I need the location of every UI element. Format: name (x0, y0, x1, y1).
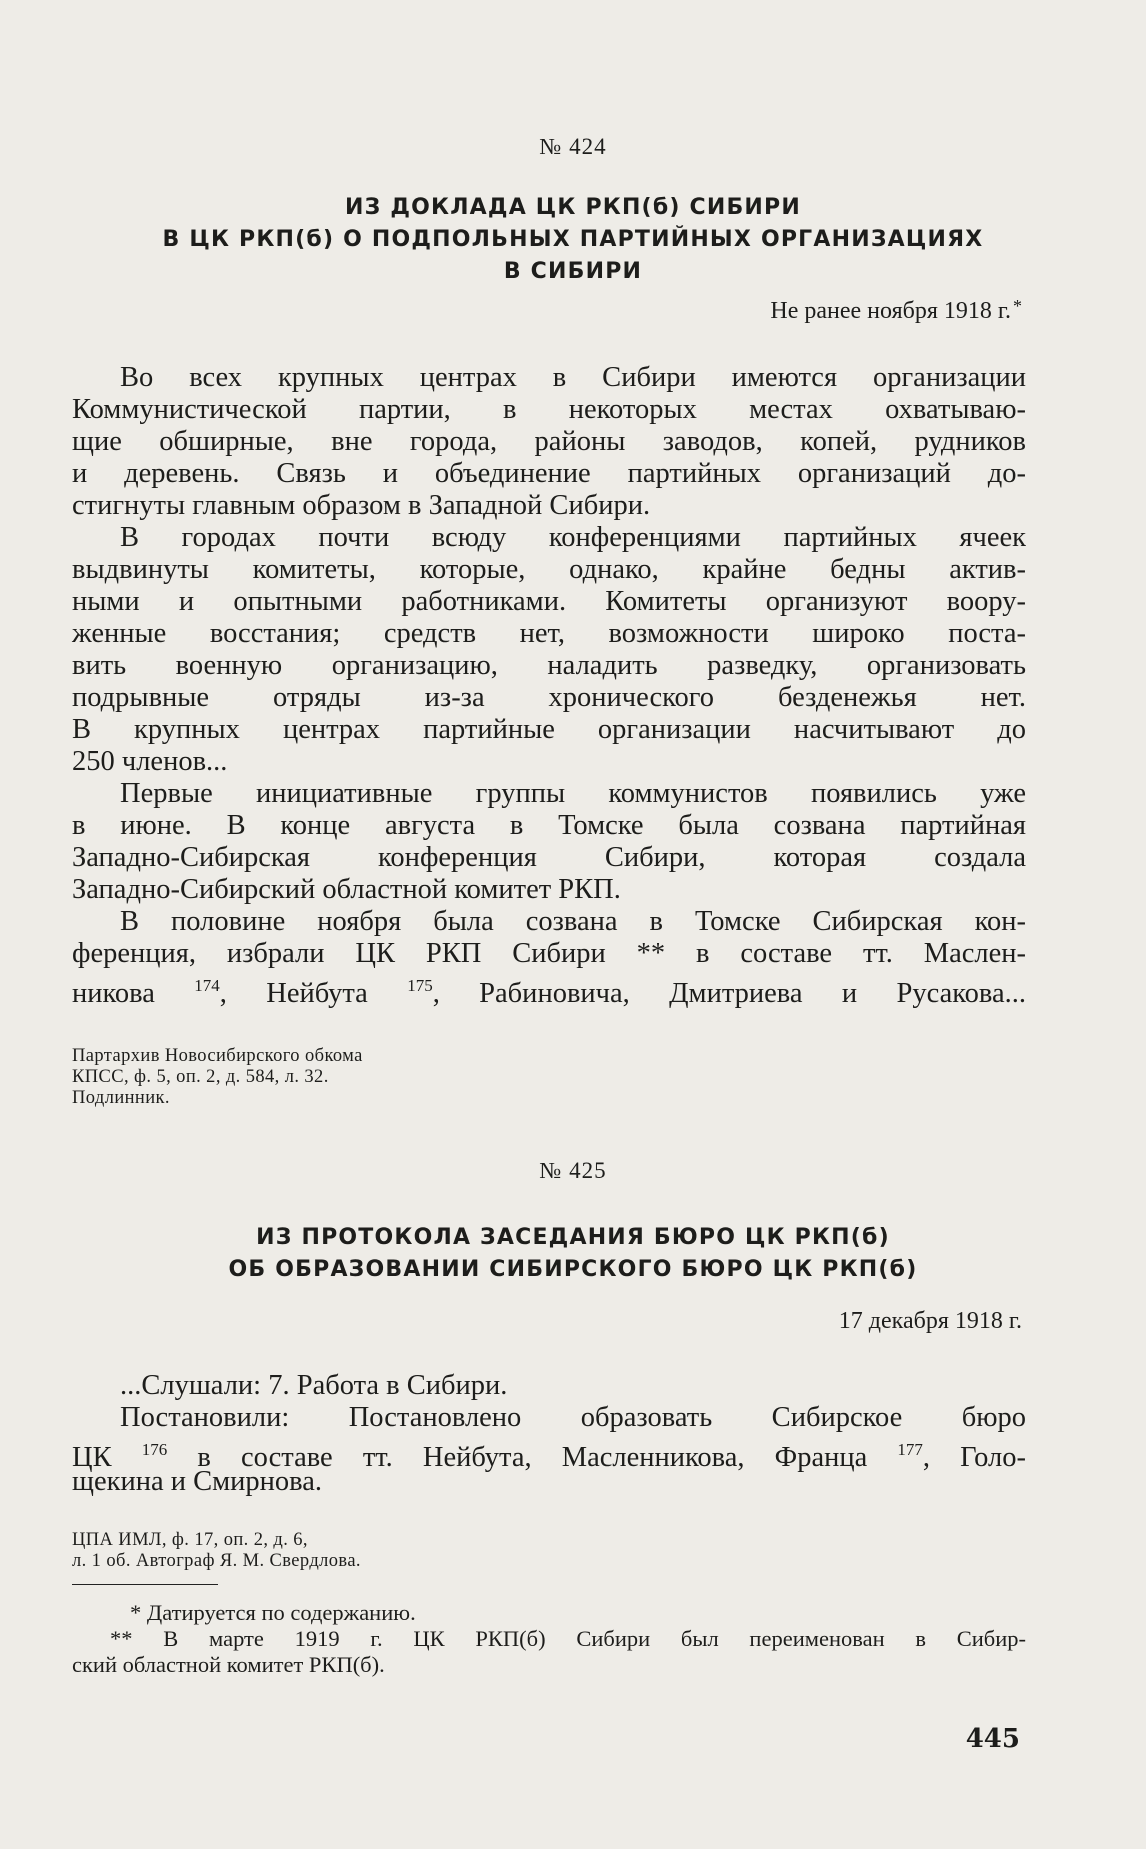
title-line: В СИБИРИ (503, 259, 643, 284)
text-line (72, 970, 1026, 1009)
archive-source-425 (72, 1530, 361, 1572)
footnotes (72, 1600, 1026, 1678)
text-fragment: , Голо- (922, 1442, 1026, 1473)
text-line: Коммунистической партии, в некоторых местах охватываю- (72, 394, 1026, 425)
text-line: ными и опытными работниками. Комитеты организуют воору- (72, 586, 1026, 617)
footnote: ** В марте 1919 г. ЦК РКП(б) Сибири был переименован в Сибир- (110, 1626, 1026, 1651)
text-line: ференция, избрали ЦК РКП Сибири ** в составе тт. Маслен- (72, 938, 1026, 969)
text-line: женные восстания; средств нет, возможности широко поста- (72, 618, 1026, 649)
title-line: ИЗ ДОКЛАДА ЦК РКП(б) СИБИРИ (345, 195, 801, 220)
text-line: Во всех крупных центрах в Сибири имеются организации (120, 362, 1026, 393)
source-line: КПСС, ф. 5, оп. 2, д. 584, л. 32. (72, 1067, 329, 1087)
text-fragment: ЦК (72, 1442, 142, 1473)
document-title-424 (60, 192, 1086, 288)
title-line: В ЦК РКП(б) О ПОДПОЛЬНЫХ ПАРТИЙНЫХ ОРГАНИЗАЦИЯХ (162, 227, 984, 252)
title-line: ОБ ОБРАЗОВАНИИ СИБИРСКОГО БЮРО ЦК РКП(б) (228, 1257, 918, 1282)
text-line: в июне. В конце августа в Томске была созвана партийная (72, 810, 1026, 841)
text-line: подрывные отряды из-за хронического безденежья нет. (72, 682, 1026, 713)
text-line (72, 1434, 1026, 1473)
source-line: ЦПА ИМЛ, ф. 17, оп. 2, д. 6, (72, 1530, 308, 1550)
text-fragment: никова (72, 978, 195, 1009)
date-text: Не ранее ноября 1918 г. (770, 298, 1011, 324)
text-line: 250 членов... (72, 746, 228, 777)
text-line: щекина и Смирнова. (72, 1466, 323, 1497)
text-line: Первые инициативные группы коммунистов появились уже (120, 778, 1026, 809)
text-line: Западно-Сибирский областной комитет РКП. (72, 874, 621, 905)
text-line: выдвинуты комитеты, которые, однако, крайне бедны актив- (72, 554, 1026, 585)
text-fragment: в составе тт. Нейбута, Масленникова, Франца (167, 1442, 898, 1473)
text-line: В городах почти всюду конференциями партийных ячеек (120, 522, 1026, 553)
document-date-424 (770, 296, 1022, 325)
text-fragment: , Рабиновича, Дмитриева и Русакова... (432, 978, 1026, 1009)
archive-source-424 (72, 1046, 363, 1109)
text-line: и деревень. Связь и объединение партийных организаций до- (72, 458, 1026, 489)
text-line: щие обширные, вне города, районы заводов, копей, рудников (72, 426, 1026, 457)
footnote: * Датируется по содержанию. (130, 1600, 416, 1625)
note-reference: 176 (141, 1440, 168, 1459)
document-title-425 (60, 1222, 1086, 1286)
document-number-425: № 425 (539, 1158, 607, 1183)
footnote-marker: * (1013, 296, 1022, 316)
text-line: ...Слушали: 7. Работа в Сибири. (120, 1370, 508, 1401)
source-line: л. 1 об. Автограф Я. М. Свердлова. (72, 1551, 361, 1571)
source-line: Партархив Новосибирского обкома (72, 1046, 363, 1066)
page-number: 445 (965, 1724, 1020, 1754)
title-line: ИЗ ПРОТОКОЛА ЗАСЕДАНИЯ БЮРО ЦК РКП(б) (256, 1225, 890, 1250)
source-line: Подлинник. (72, 1088, 170, 1108)
document-number-424: № 424 (539, 134, 607, 159)
footnote-rule (72, 1584, 218, 1585)
text-line: стигнуты главным образом в Западной Сибири. (72, 490, 651, 521)
text-fragment: , Нейбута (219, 978, 408, 1009)
document-body-424 (72, 362, 1026, 1009)
note-reference: 175 (407, 976, 433, 995)
note-reference: 177 (897, 1440, 923, 1459)
document-body-425 (72, 1370, 1026, 1498)
text-line: В крупных центрах партийные организации насчитывают до (72, 714, 1026, 745)
text-line: Постановили: Постановлено образовать Сибирское бюро (120, 1402, 1026, 1433)
text-line: Западно-Сибирская конференция Сибири, которая создала (72, 842, 1026, 873)
text-line: В половине ноября была созвана в Томске Сибирская кон- (120, 906, 1026, 937)
document-date-425: 17 декабря 1918 г. (838, 1308, 1022, 1334)
footnote: ский областной комитет РКП(б). (72, 1652, 385, 1677)
text-line: вить военную организацию, наладить разведку, организовать (72, 650, 1026, 681)
note-reference: 174 (194, 976, 220, 995)
